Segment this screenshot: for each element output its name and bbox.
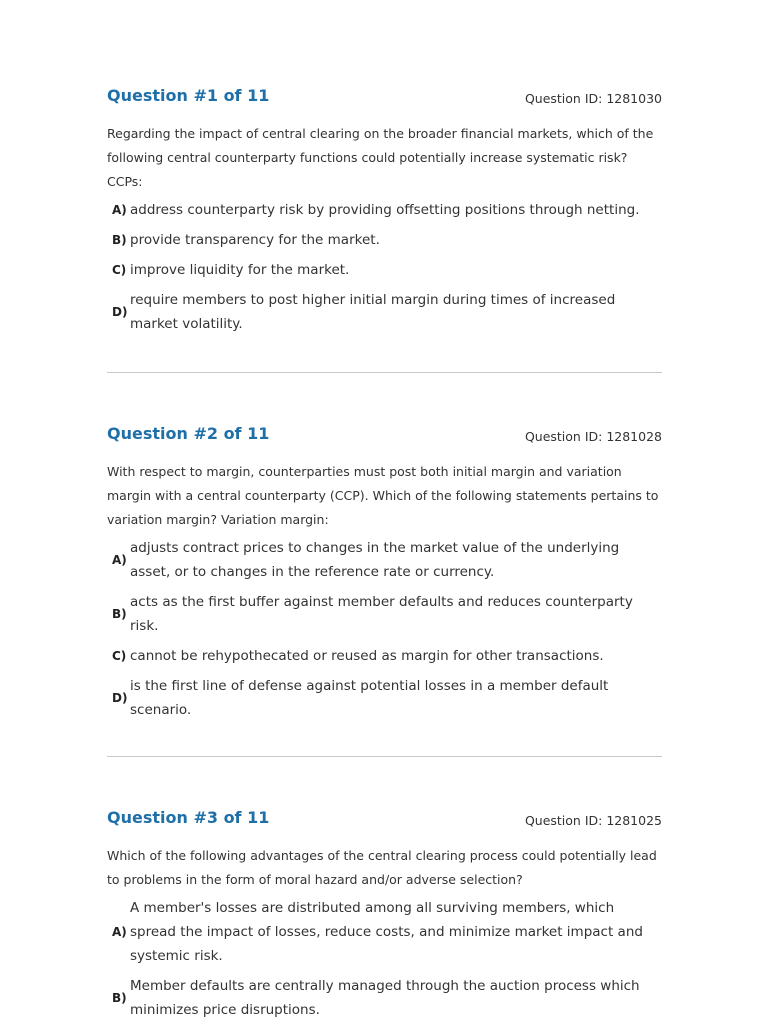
question-header: [107, 424, 662, 448]
answer-text: address counterparty risk by providing offsetting positions through netting.: [130, 202, 640, 218]
answer-text: require members to post higher initial margin during times of increased market volatility.: [130, 292, 616, 332]
answer-letter: D): [112, 691, 128, 705]
answer-letter: D): [112, 305, 128, 319]
answer-letter: A): [112, 553, 127, 567]
question-1: [107, 86, 662, 336]
answer-text: adjusts contract prices to changes in the market value of the underlying asset, or to changes in the reference rate or currency.: [130, 540, 620, 580]
answer-list: [107, 198, 662, 336]
question-list: [107, 86, 662, 1028]
question-header: [107, 86, 662, 110]
question-id: Question ID: 1281030: [524, 91, 662, 106]
question-stem: Which of the following advantages of the central clearing process could potentially lead to problems in the form of moral hazard and/or adverse selection?: [107, 848, 657, 887]
question-divider: [107, 756, 662, 757]
answer-text: A member's losses are distributed among all surviving members, which spread the impact of losses, reduce costs, and minimize market impact and systemic risk.: [130, 900, 643, 964]
answer-option-a[interactable]: [107, 198, 662, 222]
answer-option-c[interactable]: [107, 644, 662, 668]
answer-text: Member defaults are centrally managed through the auction process which minimizes price disruptions.: [130, 978, 640, 1018]
answer-letter: C): [112, 649, 127, 663]
question-stem: With respect to margin, counterparties must post both initial margin and variation margin with a central counterparty (CCP). Which of the following statements pertains to variation margin? Variation margin:: [107, 464, 659, 527]
question-id: Question ID: 1281028: [524, 429, 662, 444]
answer-letter: B): [112, 233, 127, 247]
answer-option-b[interactable]: [107, 228, 662, 252]
answer-option-b[interactable]: [107, 974, 662, 1022]
answer-list: [107, 536, 662, 722]
answer-text: acts as the first buffer against member defaults and reduces counterparty risk.: [130, 594, 633, 634]
question-3: [107, 808, 662, 1022]
answer-text: is the first line of defense against potential losses in a member default scenario.: [130, 678, 609, 718]
question-divider: [107, 372, 662, 373]
answer-list: [107, 896, 662, 1022]
answer-option-d[interactable]: [107, 288, 662, 336]
answer-option-a[interactable]: [107, 896, 662, 968]
answer-text: improve liquidity for the market.: [130, 262, 350, 278]
answer-letter: B): [112, 607, 127, 621]
answer-letter: A): [112, 203, 127, 217]
answer-option-b[interactable]: [107, 590, 662, 638]
answer-option-a[interactable]: [107, 536, 662, 584]
answer-letter: B): [112, 991, 127, 1005]
answer-text: provide transparency for the market.: [130, 232, 380, 248]
answer-option-d[interactable]: [107, 674, 662, 722]
question-title: Question #3 of 11: [107, 808, 270, 827]
question-title: Question #2 of 11: [107, 424, 270, 443]
question-header: [107, 808, 662, 832]
question-stem: Regarding the impact of central clearing on the broader financial markets, which of the following central counterparty functions could potentially increase systematic risk? CCPs:: [107, 126, 654, 189]
answer-text: cannot be rehypothecated or reused as margin for other transactions.: [130, 648, 604, 664]
question-2: [107, 424, 662, 722]
answer-letter: C): [112, 263, 127, 277]
question-title: Question #1 of 11: [107, 86, 270, 105]
question-id: Question ID: 1281025: [524, 813, 662, 828]
answer-option-c[interactable]: [107, 258, 662, 282]
answer-letter: A): [112, 925, 127, 939]
